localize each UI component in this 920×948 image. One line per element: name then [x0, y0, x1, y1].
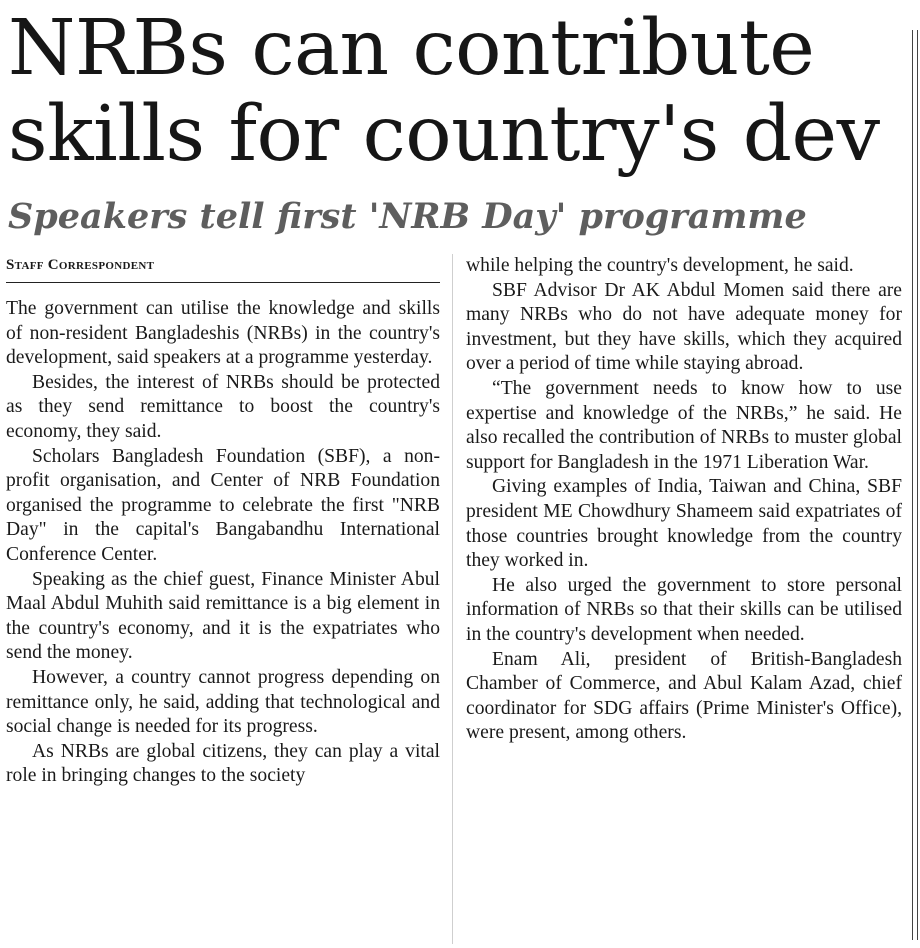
paragraph: SBF Advisor Dr AK Abdul Momen said there are many NRBs who do not have adequate money for investment, but they have skills, which they acquired over a period of time while staying abroad.: [466, 279, 902, 375]
headline: [8, 6, 908, 178]
article-column-right: [466, 254, 902, 746]
column-divider: [452, 254, 453, 944]
article-column-left: [6, 254, 440, 789]
paragraph: However, a country cannot progress depending on remittance only, he said, adding that technological and social change is needed for its progress.: [6, 666, 440, 738]
byline: Staff Correspondent: [6, 254, 440, 283]
paragraph: The government can utilise the knowledge and skills of non-resident Bangladeshis (NRBs) in the country's development, said speakers at a programme yesterday.: [6, 298, 440, 369]
paragraph: Enam Ali, president of British-Bangladesh Chamber of Commerce, and Abul Kalam Azad, chief coordinator for SDG affairs (Prime Minister's Office), were present, among others.: [466, 648, 902, 744]
paragraph: “The government needs to know how to use expertise and knowledge of the NRBs,” he said. He also recalled the contribution of NRBs to muster global support for Bangladesh in the 1971 Liberation War.: [466, 377, 902, 473]
paragraph: Giving examples of India, Taiwan and China, SBF president ME Chowdhury Shameem said expatriates of those countries brought knowledge from the country they worked in.: [466, 476, 902, 572]
paragraph: As NRBs are global citizens, they can play a vital role in bringing changes to the society: [6, 740, 440, 787]
paragraph: He also urged the government to store personal information of NRBs so that their skills can be utilised in the country's development when needed.: [466, 574, 902, 645]
subheadline: Speakers tell first 'NRB Day' programme: [8, 196, 807, 237]
paragraph: Speaking as the chief guest, Finance Minister Abul Maal Abdul Muhith said remittance is a big element in the country's economy, and it is the expatriates who send the money.: [6, 568, 440, 664]
paragraph: Besides, the interest of NRBs should be protected as they send remittance to boost the country's economy, they said.: [6, 371, 440, 442]
page-edge-border: [912, 30, 918, 940]
headline-line-1: NRBs can contribute: [8, 4, 815, 93]
paragraph: while helping the country's development, he said.: [466, 255, 854, 276]
paragraph: Scholars Bangladesh Foundation (SBF), a non-profit organisation, and Center of NRB Foundation organised the programme to celebrate the first "NRB Day" in the capital's Bangabandhu International Conference Center.: [6, 445, 440, 565]
headline-line-2: skills for country's dev: [8, 90, 880, 179]
